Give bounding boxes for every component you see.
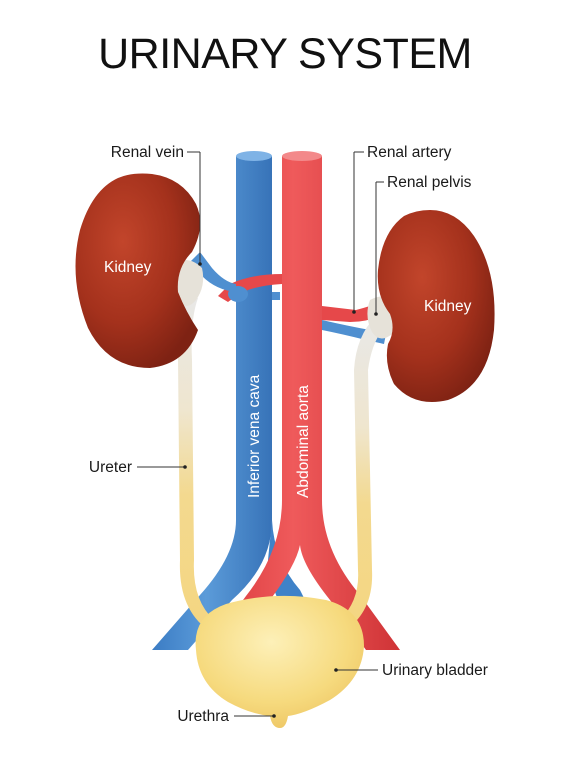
label-ureter: Ureter xyxy=(88,459,132,476)
label-renal-pelvis: Renal pelvis xyxy=(387,174,472,191)
label-inferior-vena-cava: Inferior vena cava xyxy=(246,374,263,498)
diagram-title: URINARY SYSTEM xyxy=(98,30,472,78)
label-urethra: Urethra xyxy=(177,708,229,725)
label-kidney-right: Kidney xyxy=(424,298,472,315)
label-abdominal-aorta: Abdominal aorta xyxy=(295,385,312,498)
label-urinary-bladder: Urinary bladder xyxy=(382,662,488,679)
label-renal-vein: Renal vein xyxy=(110,144,184,161)
label-renal-artery: Renal artery xyxy=(367,144,452,161)
label-kidney-left: Kidney xyxy=(104,259,152,276)
